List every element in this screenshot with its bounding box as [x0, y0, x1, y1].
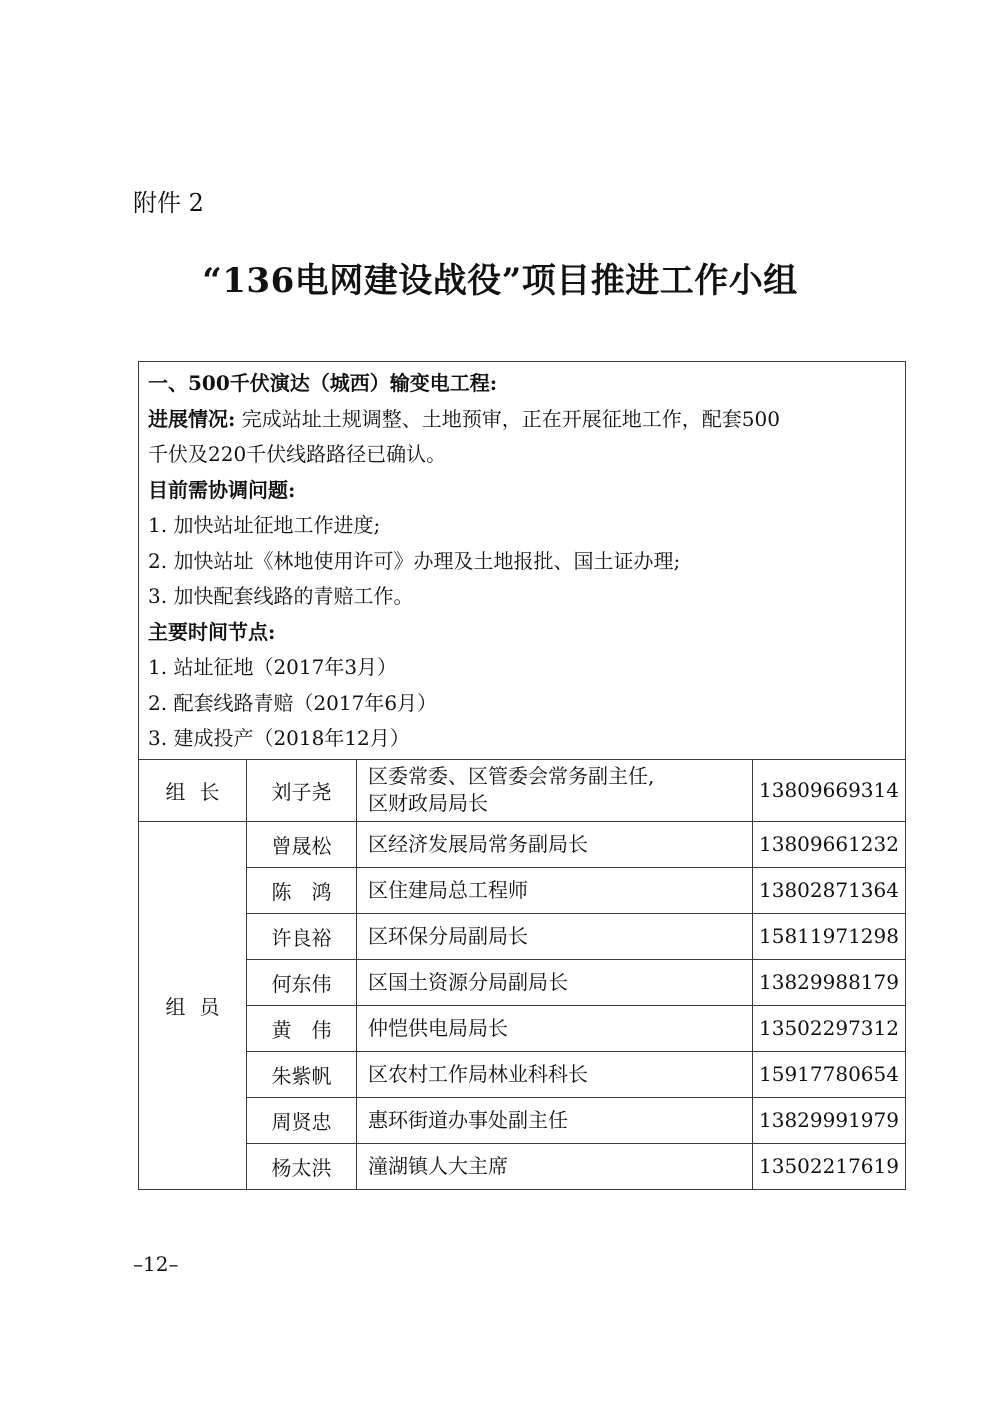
- leader-row: [139, 759, 906, 821]
- member-name: 周贤忠: [247, 1097, 357, 1143]
- member-row: [139, 1097, 906, 1143]
- leader-position: [357, 759, 753, 821]
- project-heading: 一、500千伏演达（城西）输变电工程:: [148, 371, 498, 395]
- milestone-item: 1. 站址征地（2017年3月）: [148, 655, 398, 679]
- member-name: 陈 鸿: [247, 867, 357, 913]
- progress-text-1: 完成站址土规调整、土地预审，正在开展征地工作，配套500: [241, 406, 780, 431]
- member-phone: 13802871364: [753, 867, 906, 913]
- member-position: 区住建局总工程师: [357, 867, 753, 913]
- member-name: 黄 伟: [247, 1005, 357, 1051]
- members-role: 组员: [139, 821, 247, 1189]
- member-position: 惠环街道办事处副主任: [357, 1097, 753, 1143]
- member-position: 潼湖镇人大主席: [357, 1143, 753, 1189]
- member-position: 区农村工作局林业科科长: [357, 1051, 753, 1097]
- progress-label: 进展情况:: [148, 406, 236, 431]
- member-name: 朱紫帆: [247, 1051, 357, 1097]
- member-row: [139, 1143, 906, 1189]
- leader-position-line-1: 区委常委、区管委会常务副主任,: [368, 764, 655, 788]
- member-row: [139, 867, 906, 913]
- member-phone: 13502217619: [753, 1143, 906, 1189]
- work-group-table: [138, 361, 906, 1190]
- progress-line-1: [148, 402, 897, 438]
- member-row: [139, 913, 906, 959]
- member-row: [139, 1051, 906, 1097]
- page-title: “136电网建设战役”项目推进工作小组: [202, 261, 798, 301]
- member-phone: 13502297312: [753, 1005, 906, 1051]
- page-number: –12–: [133, 1252, 179, 1276]
- member-position: 区经济发展局常务副局长: [357, 821, 753, 867]
- member-name: 杨太洪: [247, 1143, 357, 1189]
- member-phone: 13829988179: [753, 959, 906, 1005]
- project-cell: [139, 362, 906, 760]
- issue-item: 3. 加快配套线路的青赔工作。: [148, 584, 414, 608]
- member-position: 区国土资源分局副局长: [357, 959, 753, 1005]
- member-phone: 15811971298: [753, 913, 906, 959]
- member-position: 区环保分局副局长: [357, 913, 753, 959]
- member-name: 曾晟松: [247, 821, 357, 867]
- progress-text-2: 千伏及220千伏线路路径已确认。: [148, 442, 447, 466]
- issue-item: 1. 加快站址征地工作进度;: [148, 513, 381, 537]
- milestones-label: 主要时间节点:: [148, 619, 276, 644]
- leader-role: 组长: [139, 759, 247, 821]
- milestone-item: 3. 建成投产（2018年12月）: [148, 726, 410, 750]
- member-phone: 15917780654: [753, 1051, 906, 1097]
- member-name: 许良裕: [247, 913, 357, 959]
- leader-phone: 13809669314: [753, 759, 906, 821]
- project-row: [139, 362, 906, 760]
- issues-label: 目前需协调问题:: [148, 477, 296, 502]
- member-row: [139, 959, 906, 1005]
- issue-item: 2. 加快站址《林地使用许可》办理及土地报批、国土证办理;: [148, 548, 681, 573]
- milestone-item: 2. 配套线路青赔（2017年6月）: [148, 690, 438, 715]
- attachment-label: 附件 2: [133, 189, 204, 217]
- member-name: 何东伟: [247, 959, 357, 1005]
- member-row: [139, 821, 906, 867]
- member-phone: 13829991979: [753, 1097, 906, 1143]
- leader-position-line-2: 区财政局局长: [368, 791, 488, 815]
- member-phone: 13809661232: [753, 821, 906, 867]
- member-row: [139, 1005, 906, 1051]
- leader-name: 刘子尧: [247, 759, 357, 821]
- member-position: 仲恺供电局局长: [357, 1005, 753, 1051]
